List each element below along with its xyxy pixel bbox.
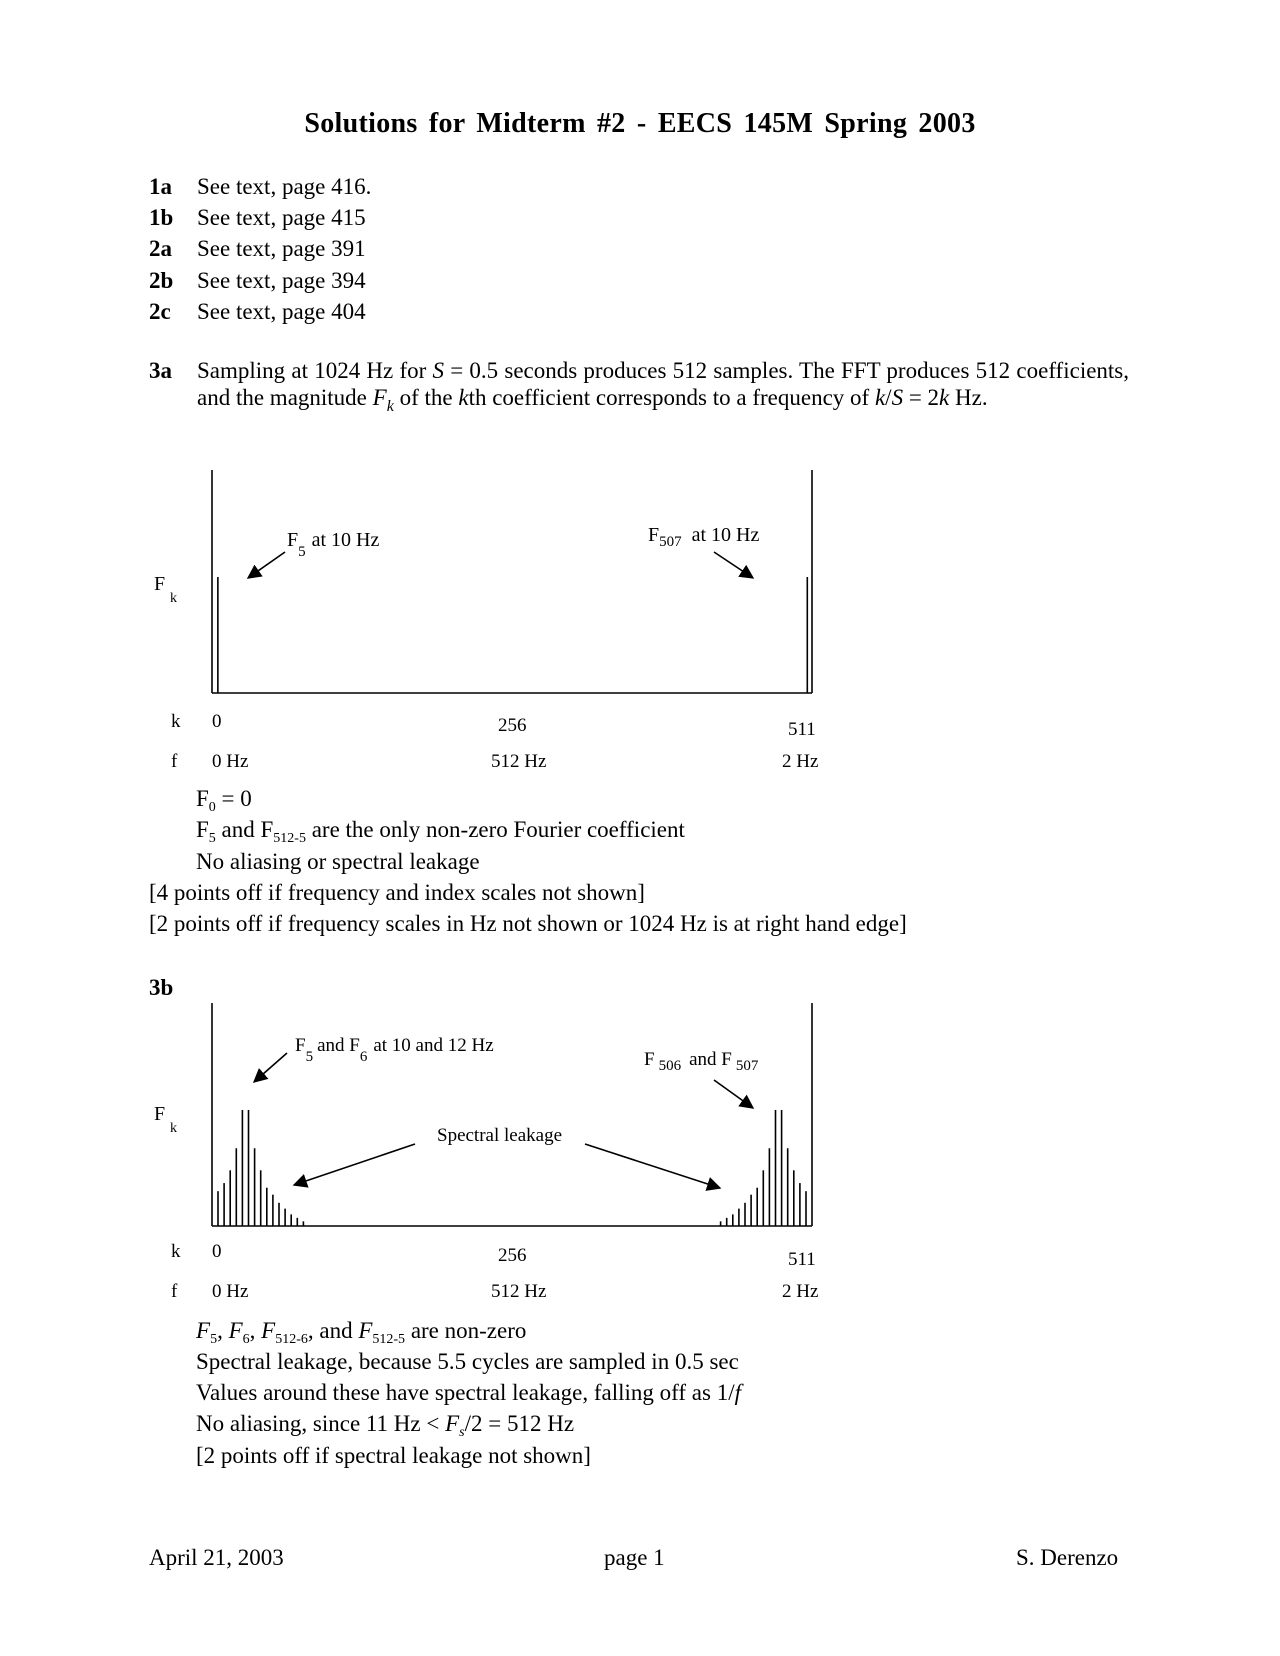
annotation-label: $F_{507}$ at 10 Hz	[648, 524, 760, 550]
k-tick: 0	[212, 711, 222, 732]
ylabel-sub: k	[170, 1121, 177, 1136]
question-label: 3a	[149, 358, 172, 383]
leakage-arrow	[294, 1144, 415, 1185]
note-falloff: Values around these have spectral leakage, falling off as 1/f	[196, 1380, 741, 1405]
f-axis-name: f	[171, 751, 178, 772]
answer-text: See text, page 415	[197, 205, 366, 230]
f-tick: 0 Hz	[212, 1281, 249, 1302]
k-tick: 256	[498, 1245, 527, 1266]
k-tick: 511	[788, 719, 816, 740]
f-axis-name: f	[171, 1281, 178, 1302]
k-tick: 256	[498, 715, 527, 736]
answer-label: 2a	[149, 236, 172, 261]
question-3a	[149, 357, 1129, 420]
answer-label: 2b	[149, 268, 174, 293]
answer-2a	[149, 236, 366, 262]
answer-1b	[149, 205, 366, 231]
answer-text: See text, page 391	[197, 236, 366, 261]
answer-2b	[149, 268, 366, 294]
annotation-label: F $_{506}$ and F $_{507}$	[644, 1049, 759, 1074]
answer-text: See text, page 416.	[197, 174, 372, 199]
annotation-label: Spectral leakage	[437, 1125, 563, 1146]
question-3a-text: Sampling at 1024 Hz for S = 0.5 seconds produces 512 samples. The FFT produces 512 coefficients, and the magnitude $F_k$ of the kth coefficient corresponds to a frequency of k/S = 2k Hz.	[197, 358, 1130, 415]
k-tick: 0	[212, 1241, 222, 1262]
footer-author: S. Derenzo	[1016, 1545, 1119, 1570]
question-3b-label: 3b	[149, 975, 174, 1000]
f-tick: 512 Hz	[491, 751, 547, 772]
penalty-note: [4 points off if frequency and index scales not shown]	[149, 880, 645, 905]
ylabel-sub: k	[170, 591, 177, 606]
f-tick: 0 Hz	[212, 751, 249, 772]
answer-label: 2c	[149, 299, 171, 324]
ylabel: F	[154, 573, 166, 595]
penalty-note: [2 points off if spectral leakage not shown]	[196, 1443, 591, 1468]
note-nonzero: $F_5$ and $F_{512-5}$ are the only non-zero Fourier coefficient	[196, 817, 685, 846]
answer-text: See text, page 394	[197, 268, 366, 293]
leakage-arrow	[585, 1144, 720, 1188]
note-f0: $F_0 = 0$	[196, 786, 252, 815]
k-axis-name: k	[171, 711, 181, 732]
footer-date: April 21, 2003	[149, 1545, 284, 1570]
page-title: Solutions for Midterm #2 - EECS 145M Spring 2003	[304, 108, 976, 139]
answer-text: See text, page 404	[197, 299, 366, 324]
answer-label: 1a	[149, 174, 172, 199]
annotation-label: $F_5and$ $F_6at$ 10 and 12 Hz	[295, 1035, 494, 1065]
f-tick: 2 Hz	[782, 751, 819, 772]
answer-2c	[149, 299, 366, 325]
annotation-arrow	[714, 552, 753, 578]
note-no-aliasing-3b: No aliasing, since 11 $Hz < F_s/2 = 512$ Hz	[196, 1411, 575, 1440]
annotation-arrow	[254, 1053, 287, 1082]
f-tick: 512 Hz	[491, 1281, 547, 1302]
annotation-arrow	[248, 552, 285, 578]
k-tick: 511	[788, 1249, 816, 1270]
f-tick: 2 Hz	[782, 1281, 819, 1302]
penalty-note: [2 points off if frequency scales in Hz not shown or 1024 Hz is at right hand edge]	[149, 911, 907, 936]
k-axis-name: k	[171, 1241, 181, 1262]
answer-1a	[149, 174, 371, 200]
ylabel: F	[154, 1103, 166, 1125]
note-leakage: Spectral leakage, because 5.5 cycles are sampled in 0.5 sec	[196, 1349, 739, 1374]
annotation-arrow	[714, 1080, 753, 1108]
annotation-label: $F_5at$ 10 Hz	[287, 529, 380, 560]
note-nonzero-3b: $F_5$, $F_6$, $F_{512-6}$, and $F_{512-5}$ are non-zero	[196, 1318, 527, 1347]
note-no-aliasing: No aliasing or spectral leakage	[196, 849, 480, 874]
chart-3a	[140, 462, 840, 780]
answer-label: 1b	[149, 205, 174, 230]
footer-page: page 1	[604, 1545, 665, 1570]
chart-3b	[140, 995, 840, 1313]
